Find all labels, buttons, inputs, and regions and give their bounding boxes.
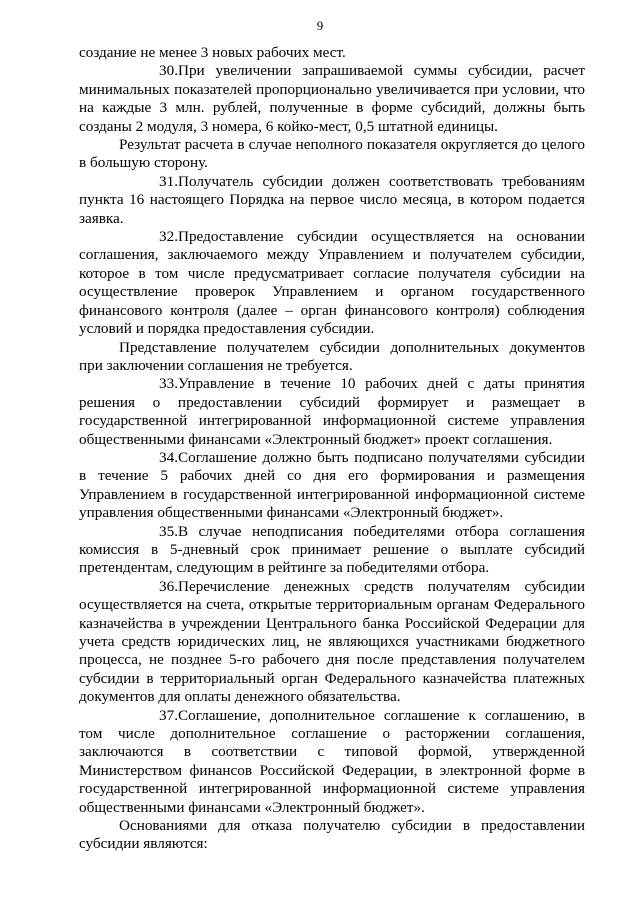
- paragraph-text: Соглашение, дополнительное соглашение к соглашению, в том числе дополнительное соглашение о расторжении соглашения, заключаются в соответствии с типовой формой, утвержденной Министерством финансов Российской Федерации, в электронной форме в государственной интегрированной информационной системе управления общественными финансами «Электронный бюджет».: [79, 706, 585, 816]
- paragraph-text: Основаниями для отказа получателю субсидии в предоставлении субсидии являются:: [79, 817, 585, 853]
- paragraph-number: 33.: [159, 375, 178, 393]
- paragraph-text: создание не менее 3 новых рабочих мест.: [79, 44, 346, 61]
- paragraph-text: В случае неподписания победителями отбора соглашения комиссия в 5-дневный срок принимает решение о выплате субсидий претендентам, следующим в рейтинге за победителями отбора.: [79, 522, 585, 577]
- paragraph-number: 30.: [159, 62, 178, 80]
- paragraph-number: 35.: [159, 522, 178, 540]
- paragraph: [79, 375, 585, 449]
- paragraph-text: При увеличении запрашиваемой суммы субсидии, расчет минимальных показателей пропорционально увеличивается при условии, что на каждые 3 млн. рублей, полученные в форме субсидий, должны быть созданы 2 модуля, 3 номера, 6 койко-мест, 0,5 штатной единицы.: [79, 62, 585, 135]
- paragraph-number: 32.: [159, 228, 178, 246]
- paragraph: [79, 578, 585, 707]
- paragraph: [79, 817, 585, 854]
- paragraph-number: 36.: [159, 577, 178, 595]
- paragraph: [79, 707, 585, 817]
- paragraph-text: Получатель субсидии должен соответствовать требованиям пункта 16 настоящего Порядка на первое число месяца, в котором подается заявка.: [79, 172, 585, 227]
- page-number: 9: [316, 18, 324, 33]
- paragraph-text: Результат расчета в случае неполного показателя округляется до целого в большую сторону.: [79, 136, 585, 172]
- paragraph: [79, 449, 585, 523]
- paragraph: [79, 228, 585, 338]
- paragraph-number: 31.: [159, 172, 178, 190]
- paragraph-text: Соглашение должно быть подписано получателями субсидии в течение 5 рабочих дней со дня его формирования и размещения Управлением в государственной интегрированной информационной системе управления общественными финансами «Электронный бюджет».: [79, 448, 585, 522]
- paragraph-text: Перечисление денежных средств получателям субсидии осуществляется на счета, открытые территориальным органам Федерального казначейства в учреждении Центрального банка Российской Федерации для учета средств юридических лиц, не являющихся участниками бюджетного процесса, не позднее 5-го рабочего дня после представления получателем субсидии в территориальный орган Федерального казначейства платежных документов для оплаты денежного обязательства.: [79, 577, 585, 706]
- paragraph: [79, 136, 585, 173]
- paragraph: [79, 339, 585, 376]
- document-body: [79, 44, 585, 854]
- paragraph: [79, 62, 585, 136]
- paragraph: [79, 173, 585, 228]
- paragraph-number: 37.: [159, 706, 178, 724]
- paragraph: [79, 44, 585, 62]
- paragraph-number: 34.: [159, 448, 178, 466]
- paragraph-text: Предоставление субсидии осуществляется на основании соглашения, заключаемого между Управлением и получателем субсидии, которое в том числе предусматривает согласие получателя субсидии на осуществление проверок Управлением и органом государственного финансового контроля (далее – орган финансового контроля) соблюдения условий и порядка предоставления субсидии.: [79, 228, 585, 338]
- paragraph-text: Представление получателем субсидии дополнительных документов при заключении соглашения не требуется.: [79, 338, 585, 374]
- paragraph: [79, 523, 585, 578]
- paragraph-text: Управление в течение 10 рабочих дней с даты принятия решения о предоставлении субсидий формирует и размещает в государственной интегрированной информационной системе управления общественными финансами «Электронный бюджет» проект соглашения.: [79, 375, 585, 448]
